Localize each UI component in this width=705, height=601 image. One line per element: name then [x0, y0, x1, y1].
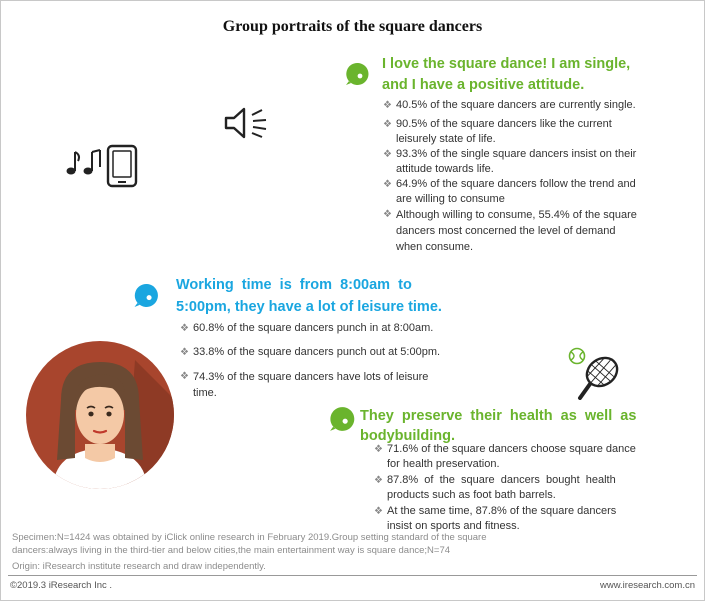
music-notes-icon [64, 147, 104, 177]
page-title: Group portraits of the square dancers [222, 18, 483, 35]
phone-icon [106, 144, 138, 188]
bullet-icon: ❖ [180, 371, 189, 382]
bullet-icon: ❖ [383, 100, 392, 111]
bullet-icon: ❖ [180, 323, 189, 334]
heading-line: bodybuilding. [360, 428, 456, 444]
bullet-icon: ❖ [180, 347, 189, 358]
list-item: ❖ 64.9% of the square dancers follow the trend and are willing to consume [383, 178, 636, 205]
footer-divider [8, 575, 697, 576]
bullet-icon: ❖ [374, 506, 383, 517]
list-item: ❖ Although willing to consume, 55.4% of the square dancers most concerned the level of demand when consume. [383, 209, 637, 253]
speech-bubble-icon [345, 62, 371, 86]
bullet-icon: ❖ [383, 149, 392, 160]
list-item: ❖ 93.3% of the single square dancers insist on their attitude towards life. [383, 148, 637, 175]
bullet-icon: ❖ [383, 119, 392, 130]
list-item: ❖ 33.8% of the square dancers punch out at 5:00pm. [180, 346, 441, 358]
section-heading-lifestyle [382, 54, 642, 96]
specimen-note: Specimen:N=1424 was obtained by iClick online research in February 2019.Group setting standard of the square dancers:always living in the third-tier and below cities,the main entertainment way is square dance;N=74 Origin: iResearch institute research and draw independently. [12, 532, 487, 572]
list-item: ❖ 40.5% of the square dancers are currently single. [383, 99, 636, 111]
tennis-racket-icon [560, 346, 624, 400]
list-item: ❖ 60.8% of the square dancers punch in at 8:00am. [180, 322, 434, 334]
bullet-list-health [374, 442, 668, 534]
website-link[interactable]: www.iresearch.com.cn [599, 580, 695, 591]
speech-bubble-icon [133, 283, 161, 308]
bullet-list-lifestyle [383, 98, 671, 255]
speaker-icon [222, 106, 274, 140]
list-item: ❖ At the same time, 87.8% of the square dancers insist on sports and fitness. [374, 505, 617, 532]
section-heading-worktime [176, 274, 454, 318]
copyright-text: ©2019.3 iResearch Inc . [10, 580, 113, 591]
heading-line: and I have a positive attitude. [382, 77, 585, 93]
woman-avatar-icon [25, 340, 175, 490]
heading-line: Working time is from 8:00am to [176, 277, 412, 293]
speech-bubble-icon [329, 406, 357, 432]
list-item: ❖ 71.6% of the square dancers choose square dance for health preservation. [374, 443, 636, 470]
bullet-icon: ❖ [383, 209, 392, 220]
section-heading-health [360, 406, 696, 446]
heading-line: They preserve their health as well as [360, 408, 637, 424]
list-item: ❖ 87.8% of the square dancers bought health products such as foot bath barrels. [374, 474, 616, 501]
list-item: ❖ 74.3% of the square dancers have lots of leisure time. [180, 371, 429, 399]
heading-line: I love the square dance! I am single, [382, 56, 631, 72]
heading-line: 5:00pm, they have a lot of leisure time. [176, 299, 442, 315]
bullet-icon: ❖ [383, 179, 392, 190]
bullet-list-worktime [180, 321, 467, 401]
list-item: ❖ 90.5% of the square dancers like the current leisurely state of life. [383, 118, 612, 145]
bullet-icon: ❖ [374, 475, 383, 486]
bullet-icon: ❖ [374, 444, 383, 455]
